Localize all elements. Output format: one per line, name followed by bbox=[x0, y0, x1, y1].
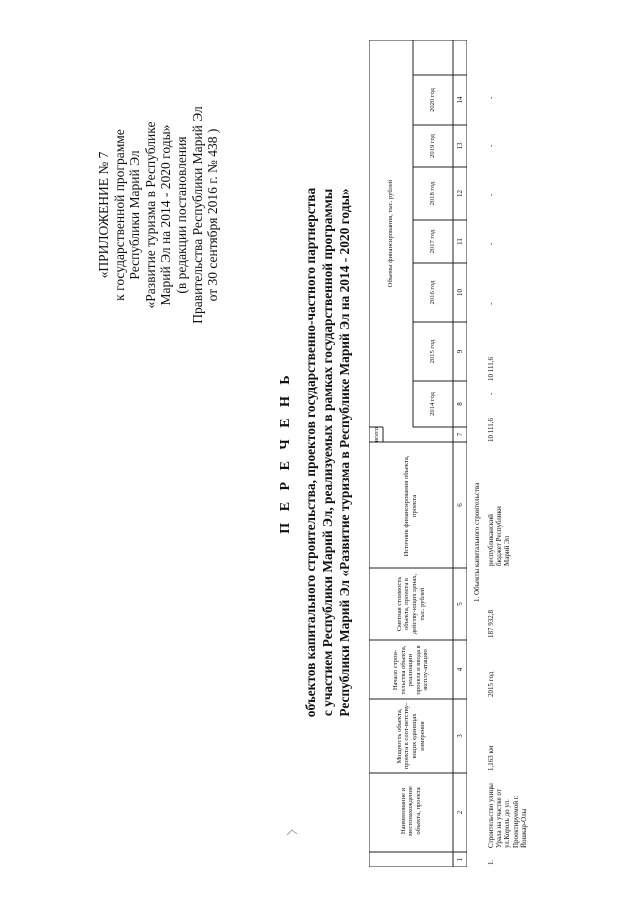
column-number: 6 bbox=[456, 503, 464, 507]
section-title: 1. Объекты капитального строительства bbox=[473, 482, 481, 602]
appendix-line: Марий Эл на 2014 - 2020 годы» bbox=[158, 124, 174, 306]
document-title: П Е Р Е Ч Е Н Ь bbox=[278, 371, 293, 534]
header-name: Наименование и местонахождение объекта, проекта bbox=[399, 786, 422, 836]
row-number: 1. bbox=[487, 859, 495, 865]
appendix-line: «ПРИЛОЖЕНИЕ № 7 bbox=[96, 151, 111, 279]
appendix-line: к государственной программе bbox=[111, 129, 127, 301]
row-2017: - bbox=[487, 242, 495, 245]
row-2014: - bbox=[487, 392, 495, 395]
header-year-2020: 2020 год bbox=[429, 88, 437, 112]
column-number: 12 bbox=[456, 190, 464, 197]
row-2015: 10 111,6 bbox=[487, 357, 495, 381]
appendix-line: от 30 сентября 2016 г. № 438 ) bbox=[205, 128, 221, 302]
column-number: 13 bbox=[456, 142, 464, 150]
header-source: Источник финансирования объекта, проекта bbox=[403, 455, 418, 557]
header-year-2019: 2019 год bbox=[429, 134, 437, 158]
header-start: Начало строи-тельства объекта, реализации проекта и ввода в эксплу-атацию bbox=[392, 645, 430, 695]
column-number: 4 bbox=[456, 667, 464, 672]
header-year-2018: 2018 год bbox=[429, 181, 437, 206]
column-number: 2 bbox=[456, 810, 464, 815]
row-2020: - bbox=[487, 96, 495, 99]
column-number: 3 bbox=[456, 734, 464, 738]
row-start: 2015 год bbox=[487, 671, 495, 697]
column-number: 5 bbox=[456, 602, 464, 606]
title-line: Республики Марий Эл «Развитие туризма в Республике Марий Эл на 2014 - 2020 годы» bbox=[337, 188, 352, 717]
column-number: 1 bbox=[456, 857, 464, 862]
appendix-line: Правительства Республики Марий Эл bbox=[189, 106, 205, 324]
row-capacity: 1,163 км bbox=[487, 745, 495, 771]
row-2016: - bbox=[487, 302, 495, 305]
row-source: республиканский бюджет Республики Марий Эл bbox=[487, 506, 512, 566]
header-year-2014: 2014 год bbox=[429, 392, 437, 416]
header-year-2016: 2016 год bbox=[429, 280, 437, 305]
header-year-2017: 2017 год bbox=[429, 229, 437, 254]
appendix-line: Республики Марий Эл bbox=[127, 150, 143, 280]
column-number: 7 bbox=[456, 432, 464, 437]
row-cost: 187 932,8 bbox=[487, 610, 495, 638]
header-capacity: Мощность объекта, проекта в соот-ветству-ющих единицах измерения bbox=[395, 702, 426, 770]
column-number: 14 bbox=[456, 96, 464, 104]
header-year-2015: 2015 год bbox=[429, 339, 437, 364]
row-total: 10 111,6 bbox=[487, 418, 495, 442]
title-line: с участием Республики Марий Эл, реализуемых в рамках государственной программы bbox=[320, 188, 335, 717]
row-name: Строительство улицы Урала на участке от ул.Король до ул. Проектируемой г. Йошкар-Олы bbox=[487, 783, 528, 848]
column-number: 9 bbox=[456, 349, 464, 354]
appendix-line: «Развитие туризма в Республике bbox=[142, 121, 158, 309]
scan-mark-icon bbox=[286, 827, 298, 837]
row-2018: - bbox=[487, 193, 495, 196]
appendix-header bbox=[96, 35, 221, 395]
appendix-line: (в редакции постановления bbox=[173, 136, 189, 294]
column-number: 10 bbox=[456, 289, 464, 296]
header-total: всего bbox=[373, 427, 381, 442]
title-line: объектов капитального строительства, проектов государственно-частного партнерства bbox=[303, 187, 318, 718]
row-2019: - bbox=[487, 144, 495, 147]
header-cost: Сметная стоимость объекта, проекта в действу-ющих ценах, тыс. рублей bbox=[395, 573, 426, 635]
column-number: 8 bbox=[456, 402, 464, 406]
header-funding: Объемы финансирования, тыс. рублей bbox=[387, 179, 395, 288]
column-number: 11 bbox=[456, 238, 464, 245]
